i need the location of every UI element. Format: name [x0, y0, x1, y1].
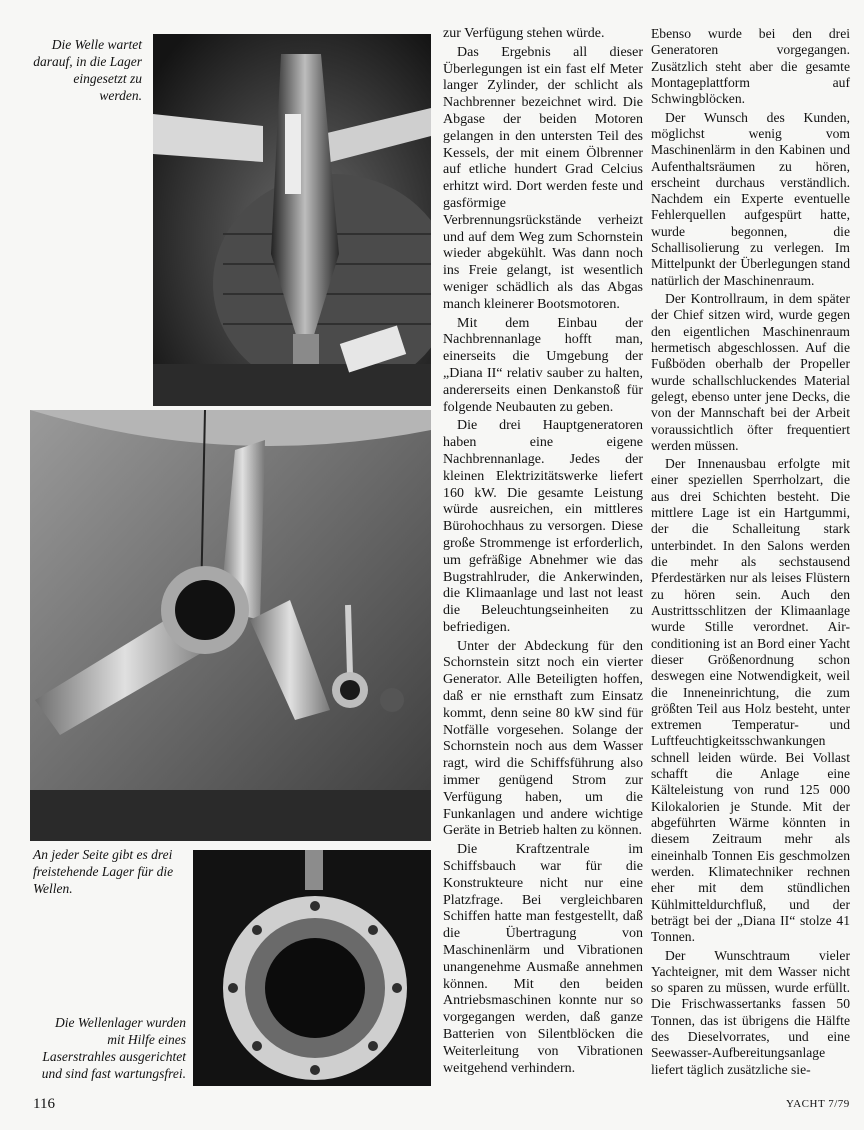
paragraph: Der Innenausbau erfolgte mit einer speziellen Sperrholzart, die aus drei Schichten besteht. Die mittlere Lage ist ein Hartgummi, der die Schalleitung stark unterbindet. In den Salons werden die mehr als sechstausend Pferdestärken nur als leises Flüstern zu hören sein. Auch den Austrittsschlitzen der Klimaanlage wurde Stille verordnet. Air-conditioning ist an Bord einer Yacht dieser Größenordnung schon deswegen eine Notwendigkeit, weil die Inneneinrichtung, die zum größten Teil aus Holz besteht, unter extremen Temperatur- und Luftfeuchtigkeitsschwankungen schnell leiden würde. Bei Vollast schafft die Anlage eine Kälteleistung von rund 125 000 Kilokalorien je Stunde. Mit der abgeführten Wärme könnten in diesem Zeitraum mehr als eineinhalb Tonnen Eis geschmolzen werden. Klimatechniker rechnen eher mit dem stündlichen Kühlmitteldurchfluß, und der beträgt bei der „Diana II“ stolze 41 Tonnen. [651, 456, 850, 945]
caption-bearings-each-side: An jeder Seite gibt es drei freistehende Lager für die Wellen. [33, 847, 174, 896]
paragraph: Ebenso wurde bei den drei Generatoren vorgegangen. Zusätzlich steht aber die gesamte Montageplattform auf Schwingblöcken. [651, 26, 850, 107]
caption-shaft-waiting: Die Welle wartet darauf, in die Lager eingesetzt zu werden. [33, 37, 142, 103]
paragraph: zur Verfügung stehen würde. [443, 26, 605, 41]
caption-bearings-laser: Die Wellenlager wurden mit Hilfe eines Laserstrahles ausgerichtet und sind fast wartungsfrei. [41, 1015, 186, 1081]
magazine-reference: YACHT 7/79 [786, 1098, 850, 1110]
paragraph: Die drei Hauptgeneratoren haben eine eigene Nachbrennanlage. Jedes der kleinen Elektrizitätswerke liefert 160 kW. Die gesamte Leistung würde ausreichen, ein mittleres Bürohochhaus zu versorgen. Diese große Strommenge ist erforderlich, um gefräßige Abnehmer wie das Bugstrahlruder, die Ankerwinden, die Klimaanlage und last not least die Beleuchtungseinheiten zu befriedigen. [443, 418, 643, 635]
paragraph: Die Kraftzentrale im Schiffsbauch war für die Konstrukteure nicht nur eine Platzfrage. Bei vergleichbaren Schiffen hatte man festgestellt, daß die Übertragung von Maschinenlärm und Vibrationen unangenehme Ausmaße annehmen können. Mit den beiden Antriebsmaschinen konnte nur so vorgegangen werden, daß ganze Batterien von Silentblöcken die Weiterleitung von Vibrationen weitgehend verhindern. [443, 842, 643, 1076]
bearing-ring-illustration [193, 850, 431, 1086]
paragraph: Der Kontrollraum, in dem später der Chief sitzen wird, wurde gegen den eigentlichen Maschinenraum hermetisch abgeschlossen. Auf die Fußböden oberhalb der Propeller wurde schallschluckendes Material gelegt, ebenso unter jene Decks, die von der Mannschaft bei der Arbeit voraussichtlich öfter frequentiert werden müssen. [651, 291, 850, 453]
shaft-photo-illustration [153, 34, 431, 406]
photo-bearing-ring [193, 850, 431, 1086]
paragraph: Der Wunschtraum vieler Yachteigner, mit dem Wasser nicht so sparen zu müssen, wurde erfüllt. Die Frischwassertanks fassen 50 Tonnen, das ist übrigens die Hälfte des Dieselvorrates, und eine Seewasser-Aufbereitungsanlage liefert täglich zusätzliche sie- [651, 947, 850, 1077]
paragraph: Der Wunsch des Kunden, möglichst wenig vom Maschinenlärm in den Kabinen und Aufenthaltsräumen zu hören, erscheint durchaus verständlich. Nachdem ein Experte eventuelle Fehlerquellen aufgespürt hatte, wurde begonnen, die Schallisolierung zu verlegen. Im Mittelpunkt der Überlegungen stand natürlich der Maschinenraum. [651, 109, 850, 288]
paragraph: Unter der Abdeckung für den Schornstein sitzt noch ein vierter Generator. Alle Beteiligten hoffen, daß er nie ernsthaft zum Einsatz kommt, denn seine 80 kW sind für Notfälle vorgesehen. Solange der Schornstein noch aus dem Wasser ragt, wird die Schiffsführung also immer genügend Strom zur Verfügung haben, um die Funkanlagen und andere wichtige Geräte in Betrieb halten zu können. [443, 638, 643, 839]
text-column-2 [651, 26, 850, 1078]
photo-shaft-in-bearings [153, 34, 431, 406]
page-number: 116 [33, 1096, 55, 1112]
paragraph: Mit dem Einbau der Nachbrennanlage hofft man, einerseits die Umgebung der „Diana II“ relativ sauber zu halten, andererseits einen Denkanstoß für folgende Neubauten zu geben. [443, 315, 643, 415]
photo-strut-bearings [30, 410, 431, 841]
strut-photo-illustration [30, 410, 431, 841]
paragraph: Das Ergebnis all dieser Überlegungen ist ein fast elf Meter langer Zylinder, der schlicht als Nachbrenner bezeichnet wird. Die Abgase der beiden Motoren gelangen in den untersten Teil des Kessels, der mit einem Ölbrenner auf etliche hundert Grad Celcius erhitzt wird. Dort werden feste und gasförmige Verbrennungsrückstände verheizt und auf dem Weg zum Schornstein wieder abgekühlt. Was dann noch ins Freie gelangt, ist wesentlich weniger schädlich als das Abgas manch kleinerer Bootsmotoren. [443, 44, 643, 312]
text-column-1 [443, 26, 643, 1077]
